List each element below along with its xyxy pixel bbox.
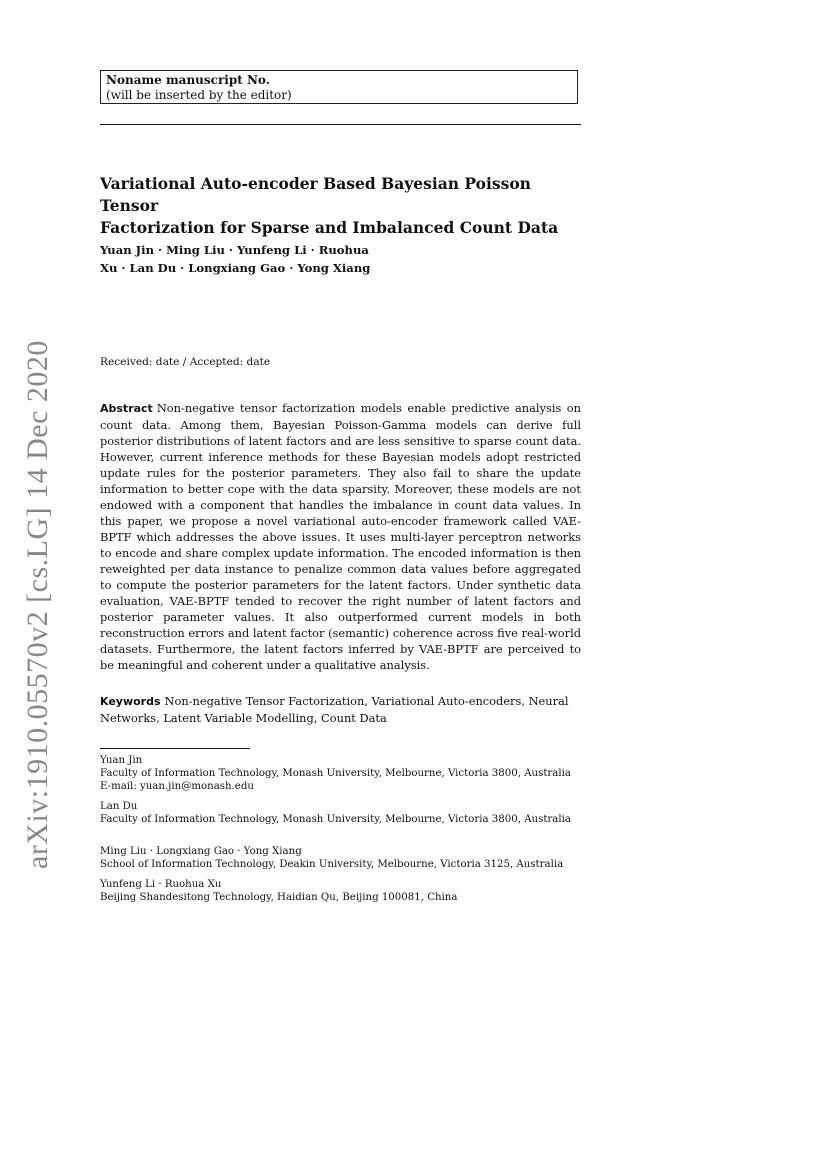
affiliation-email: E-mail: yuan.jin@monash.edu	[100, 781, 254, 792]
affiliation-address: School of Information Technology, Deakin University, Melbourne, Victoria 3125, Australia	[100, 859, 564, 870]
affiliation-address: Beijing Shandesitong Technology, Haidian Qu, Beijing 100081, China	[100, 892, 458, 903]
arxiv-identifier: arXiv:1910.05570v2 [cs.LG] 14 Dec 2020	[21, 340, 54, 870]
title-line-1: Variational Auto-encoder Based Bayesian Poisson Tensor	[100, 174, 531, 215]
authors-line-2: Xu · Lan Du · Longxiang Gao · Yong Xiang	[100, 261, 371, 275]
affiliation-block	[100, 878, 590, 904]
affiliation-address: Faculty of Information Technology, Monash University, Melbourne, Victoria 3800, Australia	[100, 768, 571, 779]
abstract-label: Abstract	[100, 402, 153, 415]
affiliation-block	[100, 800, 590, 826]
keywords	[100, 693, 581, 726]
authors-line-1: Yuan Jin · Ming Liu · Yunfeng Li · Ruohua	[100, 243, 369, 257]
title-line-2: Factorization for Sparse and Imbalanced Count Data	[100, 218, 559, 237]
abstract	[100, 400, 581, 673]
manuscript-editor-note: (will be inserted by the editor)	[106, 88, 292, 102]
manuscript-number: Noname manuscript No.	[106, 73, 270, 87]
footnote-rule	[100, 748, 250, 749]
affiliation-block	[100, 754, 590, 793]
keywords-label: Keywords	[100, 695, 161, 708]
received-dates: Received: date / Accepted: date	[100, 356, 271, 368]
affiliation-name: Ming Liu · Longxiang Gao · Yong Xiang	[100, 846, 302, 857]
affiliation-name: Yuan Jin	[100, 755, 143, 766]
abstract-text: Non-negative tensor factorization models enable predictive analysis on count data. Among them, Bayesian Poisson-Gamma models can derive full posterior distributions of latent factors and are less sensitive to sparse count data. However, current inference methods for these Bayesian models adopt restricted update rules for the posterior parameters. They also fail to share the update information to better cope with the data sparsity. Moreover, these models are not endowed with a component that handles the imbalance in count data values. In this paper, we propose a novel variational auto-encoder framework called VAE-BPTF which addresses the above issues. It uses multi-layer perceptron networks to encode and share complex update information. The encoded information is then reweighted per data instance to penalize common data values before aggregated to compute the posterior parameters for the latent factors. Under synthetic data evaluation, VAE-BPTF tended to recover the right number of latent factors and posterior parameter values. It also outperformed current models in both reconstruction errors and latent factor (semantic) coherence across five real-world datasets. Furthermore, the latent factors inferred by VAE-BPTF are perceived to be meaningful and coherent under a qualitative analysis.	[100, 401, 581, 672]
affiliation-address: Faculty of Information Technology, Monash University, Melbourne, Victoria 3800, Australia	[100, 814, 571, 825]
paper-title	[100, 173, 590, 239]
header-rule	[100, 124, 581, 125]
keywords-text: Non-negative Tensor Factorization, Variational Auto-encoders, Neural Networks, Latent Variable Modelling, Count Data	[100, 694, 569, 725]
author-list	[100, 241, 580, 277]
affiliation-block	[100, 845, 590, 871]
affiliation-name: Lan Du	[100, 801, 138, 812]
manuscript-box	[100, 70, 578, 104]
affiliation-name: Yunfeng Li · Ruohua Xu	[100, 879, 222, 890]
